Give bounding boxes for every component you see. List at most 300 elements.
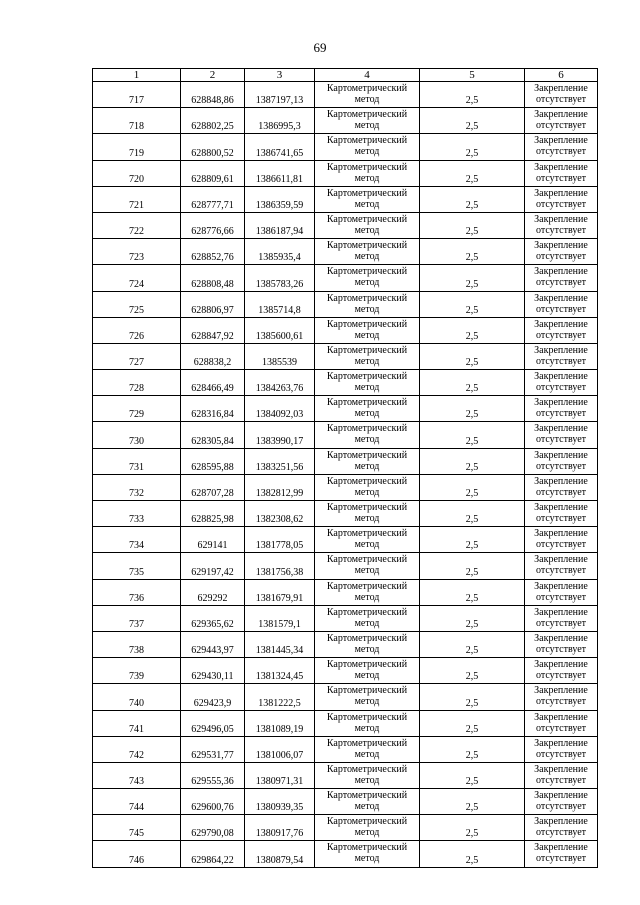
fixing-line-2: отсутствует [535,146,587,158]
fixing-cell [525,710,598,736]
x-coordinate-cell: 628808,48 [181,265,245,291]
accuracy-cell: 2,5 [420,815,525,841]
method-line-1: Картометрический [326,790,408,802]
x-coordinate-cell: 628305,84 [181,422,245,448]
x-coordinate-cell: 629292 [181,579,245,605]
accuracy-cell: 2,5 [420,579,525,605]
accuracy-cell: 2,5 [420,212,525,238]
y-coordinate-cell: 1384092,03 [245,396,315,422]
method-line-2: метод [354,434,380,446]
point-number-cell: 731 [93,448,181,474]
point-number-cell: 737 [93,605,181,631]
fixing-cell [525,789,598,815]
accuracy-cell: 2,5 [420,160,525,186]
y-coordinate-cell: 1381445,34 [245,631,315,657]
header-col-3: 3 [245,69,315,82]
table-row [93,527,598,553]
method-cell [315,474,420,500]
fixing-line-1: Закрепление [534,502,588,513]
fixing-line-2: отсутствует [535,670,587,682]
x-coordinate-cell: 628848,86 [181,82,245,108]
accuracy-cell: 2,5 [420,474,525,500]
fixing-cell [525,527,598,553]
y-coordinate-cell: 1380879,54 [245,841,315,867]
accuracy-cell: 2,5 [420,841,525,867]
header-col-4: 4 [315,69,420,82]
fixing-line-1: Закрепление [534,632,588,644]
y-coordinate-cell: 1385783,26 [245,265,315,291]
accuracy-cell: 2,5 [420,343,525,369]
method-line-1: Картометрический [326,528,408,540]
accuracy-cell: 2,5 [420,134,525,160]
accuracy-cell: 2,5 [420,265,525,291]
y-coordinate-cell: 1381006,07 [245,736,315,762]
table-row [93,291,598,317]
accuracy-cell: 2,5 [420,291,525,317]
method-cell [315,239,420,265]
table-row [93,553,598,579]
table-row [93,82,598,108]
accuracy-cell: 2,5 [420,684,525,710]
method-line-1: Картометрический [326,763,408,775]
method-cell [315,317,420,343]
table-row [93,343,598,369]
fixing-cell [525,553,598,579]
point-number-cell: 735 [93,553,181,579]
x-coordinate-cell: 628825,98 [181,501,245,527]
y-coordinate-cell: 1385935,4 [245,239,315,265]
point-number-cell: 745 [93,815,181,841]
fixing-line-2: отсутствует [535,120,587,132]
method-cell [315,579,420,605]
fixing-line-2: отсутствует [535,513,587,524]
fixing-line-2: отсутствует [535,591,587,603]
y-coordinate-cell: 1385714,8 [245,291,315,317]
y-coordinate-cell: 1381756,38 [245,553,315,579]
method-line-2: метод [354,408,380,420]
y-coordinate-cell: 1386359,59 [245,186,315,212]
table-row [93,631,598,657]
method-line-2: метод [354,172,380,184]
method-line-2: метод [354,801,380,813]
fixing-line-1: Закрепление [534,344,588,356]
method-line-2: метод [354,853,380,865]
method-line-2: метод [354,303,380,315]
table-row [93,736,598,762]
y-coordinate-cell: 1380971,31 [245,762,315,788]
accuracy-cell: 2,5 [420,553,525,579]
table-row [93,317,598,343]
fixing-line-2: отсутствует [535,748,587,760]
point-number-cell: 718 [93,108,181,134]
fixing-line-1: Закрепление [534,371,588,383]
accuracy-cell: 2,5 [420,605,525,631]
fixing-cell [525,501,598,527]
table-row [93,134,598,160]
method-line-1: Картометрический [326,816,408,828]
fixing-line-1: Закрепление [534,318,588,330]
fixing-cell [525,605,598,631]
accuracy-cell: 2,5 [420,422,525,448]
header-col-5: 5 [420,69,525,82]
method-line-2: метод [354,224,380,236]
fixing-cell [525,579,598,605]
fixing-line-1: Закрепление [534,475,588,487]
fixing-cell [525,396,598,422]
fixing-cell [525,160,598,186]
method-line-1: Картометрический [326,554,408,566]
fixing-cell [525,317,598,343]
fixing-line-2: отсутствует [535,801,587,813]
fixing-cell [525,291,598,317]
point-number-cell: 741 [93,710,181,736]
fixing-line-2: отсутствует [535,355,587,367]
table-row [93,815,598,841]
method-line-1: Картометрический [326,318,408,330]
accuracy-cell: 2,5 [420,108,525,134]
header-col-1: 1 [93,69,181,82]
method-cell [315,160,420,186]
fixing-line-2: отсутствует [535,172,587,184]
method-line-1: Картометрический [326,606,408,618]
point-number-cell: 726 [93,317,181,343]
point-number-cell: 738 [93,631,181,657]
method-line-1: Картометрический [326,711,408,723]
point-number-cell: 725 [93,291,181,317]
y-coordinate-cell: 1386995,3 [245,108,315,134]
y-coordinate-cell: 1386741,65 [245,134,315,160]
method-line-1: Картометрический [326,449,408,461]
point-number-cell: 727 [93,343,181,369]
x-coordinate-cell: 628466,49 [181,370,245,396]
x-coordinate-cell: 629365,62 [181,605,245,631]
x-coordinate-cell: 628838,2 [181,343,245,369]
point-number-cell: 736 [93,579,181,605]
table-row [93,710,598,736]
fixing-cell [525,474,598,500]
fixing-cell [525,684,598,710]
method-cell [315,82,420,108]
fixing-line-2: отсутствует [535,827,587,839]
accuracy-cell: 2,5 [420,501,525,527]
method-line-2: метод [354,774,380,786]
x-coordinate-cell: 628809,61 [181,160,245,186]
table-row [93,658,598,684]
point-number-cell: 728 [93,370,181,396]
point-number-cell: 734 [93,527,181,553]
point-number-cell: 724 [93,265,181,291]
x-coordinate-cell: 629531,77 [181,736,245,762]
table-row [93,474,598,500]
point-number-cell: 720 [93,160,181,186]
fixing-cell [525,658,598,684]
fixing-cell [525,134,598,160]
fixing-cell [525,841,598,867]
method-cell [315,186,420,212]
method-cell [315,422,420,448]
coordinates-table [92,68,598,868]
method-cell [315,841,420,867]
x-coordinate-cell: 629443,97 [181,631,245,657]
method-line-1: Картометрический [326,842,408,854]
fixing-line-2: отсутствует [535,460,587,472]
fixing-cell [525,343,598,369]
method-line-2: метод [354,251,380,263]
fixing-line-1: Закрепление [534,266,588,278]
fixing-line-1: Закрепление [534,685,588,697]
fixing-line-1: Закрепление [534,187,588,199]
method-line-1: Картометрический [326,344,408,356]
method-cell [315,553,420,579]
method-line-1: Картометрический [326,423,408,435]
point-number-cell: 744 [93,789,181,815]
point-number-cell: 743 [93,762,181,788]
fixing-line-2: отсутствует [535,329,587,341]
method-cell [315,789,420,815]
method-line-2: метод [354,827,380,839]
x-coordinate-cell: 629864,22 [181,841,245,867]
y-coordinate-cell: 1383251,56 [245,448,315,474]
fixing-line-2: отсутствует [535,722,587,734]
point-number-cell: 740 [93,684,181,710]
fixing-line-2: отсутствует [535,277,587,289]
fixing-cell [525,108,598,134]
fixing-line-2: отсутствует [535,408,587,420]
table-row [93,212,598,238]
x-coordinate-cell: 628800,52 [181,134,245,160]
accuracy-cell: 2,5 [420,82,525,108]
method-cell [315,605,420,631]
method-cell [315,396,420,422]
table-row [93,841,598,867]
accuracy-cell: 2,5 [420,762,525,788]
fixing-cell [525,239,598,265]
method-line-2: метод [354,382,380,394]
fixing-line-2: отсутствует [535,224,587,236]
accuracy-cell: 2,5 [420,396,525,422]
fixing-line-2: отсутствует [535,94,587,105]
fixing-line-1: Закрепление [534,842,588,854]
accuracy-cell: 2,5 [420,317,525,343]
table-row [93,160,598,186]
fixing-line-2: отсутствует [535,617,587,629]
x-coordinate-cell: 628847,92 [181,317,245,343]
accuracy-cell: 2,5 [420,186,525,212]
table-row [93,579,598,605]
method-cell [315,134,420,160]
header-col-2: 2 [181,69,245,82]
method-line-1: Картометрический [326,161,408,173]
fixing-line-1: Закрепление [534,659,588,671]
method-line-2: метод [354,748,380,760]
method-line-1: Картометрический [326,135,408,147]
method-line-2: метод [354,277,380,289]
fixing-line-2: отсутствует [535,539,587,551]
method-cell [315,658,420,684]
x-coordinate-cell: 629555,36 [181,762,245,788]
y-coordinate-cell: 1380917,76 [245,815,315,841]
fixing-line-1: Закрепление [534,763,588,775]
method-cell [315,212,420,238]
method-line-2: метод [354,355,380,367]
fixing-line-2: отсутствует [535,565,587,577]
fixing-line-1: Закрепление [534,161,588,173]
y-coordinate-cell: 1387197,13 [245,82,315,108]
method-line-2: метод [354,460,380,472]
method-line-1: Картометрический [326,213,408,225]
table-row [93,396,598,422]
x-coordinate-cell: 628777,71 [181,186,245,212]
fixing-line-1: Закрепление [534,292,588,304]
method-cell [315,736,420,762]
fixing-cell [525,736,598,762]
method-line-2: метод [354,696,380,708]
point-number-cell: 732 [93,474,181,500]
method-line-2: метод [354,643,380,655]
table-row [93,108,598,134]
table-row [93,684,598,710]
method-cell [315,265,420,291]
y-coordinate-cell: 1382812,99 [245,474,315,500]
fixing-line-1: Закрепление [534,213,588,225]
fixing-cell [525,212,598,238]
point-number-cell: 722 [93,212,181,238]
fixing-line-1: Закрепление [534,135,588,147]
fixing-line-1: Закрепление [534,397,588,409]
x-coordinate-cell: 629430,11 [181,658,245,684]
point-number-cell: 730 [93,422,181,448]
accuracy-cell: 2,5 [420,736,525,762]
method-line-2: метод [354,722,380,734]
header-col-6: 6 [525,69,598,82]
accuracy-cell: 2,5 [420,789,525,815]
page-number: 69 [313,40,327,55]
method-line-1: Картометрический [326,240,408,252]
method-line-2: метод [354,94,380,105]
fixing-line-2: отсутствует [535,198,587,210]
method-line-1: Картометрический [326,632,408,644]
point-number-cell: 717 [93,82,181,108]
fixing-cell [525,762,598,788]
point-number-cell: 742 [93,736,181,762]
y-coordinate-cell: 1382308,62 [245,501,315,527]
method-cell [315,343,420,369]
fixing-line-1: Закрепление [534,737,588,749]
method-line-1: Картометрический [326,659,408,671]
method-cell [315,762,420,788]
y-coordinate-cell: 1386611,81 [245,160,315,186]
method-cell [315,684,420,710]
y-coordinate-cell: 1385539 [245,343,315,369]
fixing-cell [525,631,598,657]
table-row [93,265,598,291]
method-line-2: метод [354,539,380,551]
fixing-line-2: отсутствует [535,434,587,446]
method-line-2: метод [354,670,380,682]
method-line-1: Картометрический [326,187,408,199]
method-cell [315,291,420,317]
point-number-cell: 719 [93,134,181,160]
fixing-cell [525,265,598,291]
method-cell [315,370,420,396]
fixing-cell [525,82,598,108]
fixing-line-1: Закрепление [534,580,588,592]
method-line-1: Картометрический [326,266,408,278]
x-coordinate-cell: 629496,05 [181,710,245,736]
method-line-2: метод [354,120,380,132]
fixing-line-2: отсутствует [535,486,587,498]
y-coordinate-cell: 1381778,05 [245,527,315,553]
table-row [93,789,598,815]
table-row [93,186,598,212]
fixing-line-2: отсутствует [535,853,587,865]
x-coordinate-cell: 629790,08 [181,815,245,841]
method-cell [315,108,420,134]
fixing-cell [525,448,598,474]
accuracy-cell: 2,5 [420,239,525,265]
fixing-line-1: Закрепление [534,449,588,461]
method-line-2: метод [354,486,380,498]
fixing-cell [525,815,598,841]
accuracy-cell: 2,5 [420,631,525,657]
method-line-2: метод [354,329,380,341]
fixing-cell [525,370,598,396]
method-cell [315,815,420,841]
y-coordinate-cell: 1381222,5 [245,684,315,710]
accuracy-cell: 2,5 [420,370,525,396]
point-number-cell: 721 [93,186,181,212]
accuracy-cell: 2,5 [420,527,525,553]
x-coordinate-cell: 629600,76 [181,789,245,815]
method-line-1: Картометрический [326,109,408,121]
method-line-2: метод [354,198,380,210]
fixing-line-1: Закрепление [534,554,588,566]
method-line-2: метод [354,146,380,158]
method-line-1: Картометрический [326,685,408,697]
method-line-2: метод [354,617,380,629]
fixing-line-1: Закрепление [534,423,588,435]
method-cell [315,710,420,736]
fixing-line-2: отсутствует [535,643,587,655]
x-coordinate-cell: 629141 [181,527,245,553]
fixing-line-2: отсутствует [535,774,587,786]
y-coordinate-cell: 1384263,76 [245,370,315,396]
method-line-2: метод [354,565,380,577]
method-line-2: метод [354,591,380,603]
method-line-1: Картометрический [326,371,408,383]
method-cell [315,501,420,527]
table-row [93,501,598,527]
method-line-1: Картометрический [326,502,408,513]
method-cell [315,631,420,657]
point-number-cell: 739 [93,658,181,684]
accuracy-cell: 2,5 [420,448,525,474]
x-coordinate-cell: 628316,84 [181,396,245,422]
fixing-line-2: отсутствует [535,382,587,394]
method-cell [315,448,420,474]
y-coordinate-cell: 1380939,35 [245,789,315,815]
fixing-cell [525,422,598,448]
y-coordinate-cell: 1386187,94 [245,212,315,238]
accuracy-cell: 2,5 [420,710,525,736]
point-number-cell: 733 [93,501,181,527]
table-body [93,82,598,868]
fixing-line-1: Закрепление [534,790,588,802]
table-row [93,762,598,788]
method-line-1: Картометрический [326,83,408,94]
table-row [93,370,598,396]
x-coordinate-cell: 628595,88 [181,448,245,474]
